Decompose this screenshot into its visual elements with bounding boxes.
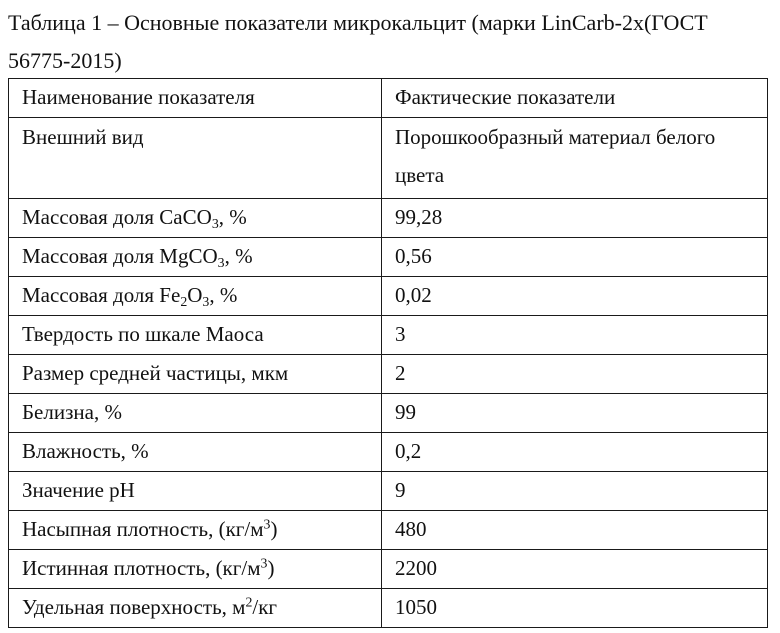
row-value-cell: 2 xyxy=(382,355,768,394)
row-name-cell: Белизна, % xyxy=(9,394,382,433)
table-row xyxy=(9,589,768,628)
name-text: Массовая доля CaCO xyxy=(22,205,212,229)
row-value-cell: 480 xyxy=(382,511,768,550)
name-text: , % xyxy=(218,205,247,229)
table-row xyxy=(9,550,768,589)
table-row xyxy=(9,118,768,199)
row-name-cell xyxy=(9,589,382,628)
properties-table xyxy=(8,78,768,628)
row-name-cell xyxy=(9,277,382,316)
row-value-cell: 0,56 xyxy=(382,238,768,277)
subscript: 2 xyxy=(180,294,188,310)
header-value-cell: Фактические показатели xyxy=(382,79,768,118)
header-name-cell: Наименование показателя xyxy=(9,79,382,118)
superscript: 3 xyxy=(263,516,271,532)
subscript: 3 xyxy=(217,255,225,271)
caption-line-1: Таблица 1 – Основные показатели микрокальцит (марки LinCarb-2x(ГОСТ xyxy=(8,10,708,35)
name-text: , % xyxy=(209,283,238,307)
row-value-cell: 1050 xyxy=(382,589,768,628)
name-text: O xyxy=(187,283,203,307)
row-name-cell xyxy=(9,550,382,589)
name-text: ) xyxy=(270,517,278,541)
name-text: /кг xyxy=(252,595,278,619)
row-value-cell: 0,02 xyxy=(382,277,768,316)
row-value-cell: 0,2 xyxy=(382,433,768,472)
name-text: Удельная поверхность, м xyxy=(22,595,246,619)
table-row xyxy=(9,355,768,394)
row-value-cell: 9 xyxy=(382,472,768,511)
table-row xyxy=(9,316,768,355)
row-value-cell: 3 xyxy=(382,316,768,355)
table-caption xyxy=(8,4,772,80)
row-name-cell: Твердость по шкале Маоса xyxy=(9,316,382,355)
table-row xyxy=(9,394,768,433)
name-text: ) xyxy=(267,556,275,580)
row-name-cell xyxy=(9,199,382,238)
row-value-cell xyxy=(382,118,768,199)
row-name-cell xyxy=(9,511,382,550)
caption-line-2: 56775-2015) xyxy=(8,48,122,73)
superscript: 3 xyxy=(260,555,268,571)
name-text: , % xyxy=(224,244,253,268)
table-row xyxy=(9,277,768,316)
subscript: 3 xyxy=(202,294,210,310)
name-text: Массовая доля Fe xyxy=(22,283,181,307)
row-name-cell: Внешний вид xyxy=(9,118,382,199)
table-header-row xyxy=(9,79,768,118)
row-value-cell: 99 xyxy=(382,394,768,433)
row-value-cell: 99,28 xyxy=(382,199,768,238)
value-line: цвета xyxy=(395,163,445,187)
row-value-cell: 2200 xyxy=(382,550,768,589)
superscript: 2 xyxy=(245,594,253,610)
name-text: Истинная плотность, (кг/м xyxy=(22,556,261,580)
value-line: Порошкообразный материал белого xyxy=(395,125,716,149)
row-name-cell xyxy=(9,238,382,277)
table-row xyxy=(9,511,768,550)
name-text: Массовая доля MgCO xyxy=(22,244,218,268)
name-text: Насыпная плотность, (кг/м xyxy=(22,517,264,541)
table-row xyxy=(9,238,768,277)
table-row xyxy=(9,199,768,238)
row-name-cell: Значение pH xyxy=(9,472,382,511)
table-row xyxy=(9,472,768,511)
table-row xyxy=(9,433,768,472)
row-name-cell: Влажность, % xyxy=(9,433,382,472)
row-name-cell: Размер средней частицы, мкм xyxy=(9,355,382,394)
subscript: 3 xyxy=(211,216,219,232)
